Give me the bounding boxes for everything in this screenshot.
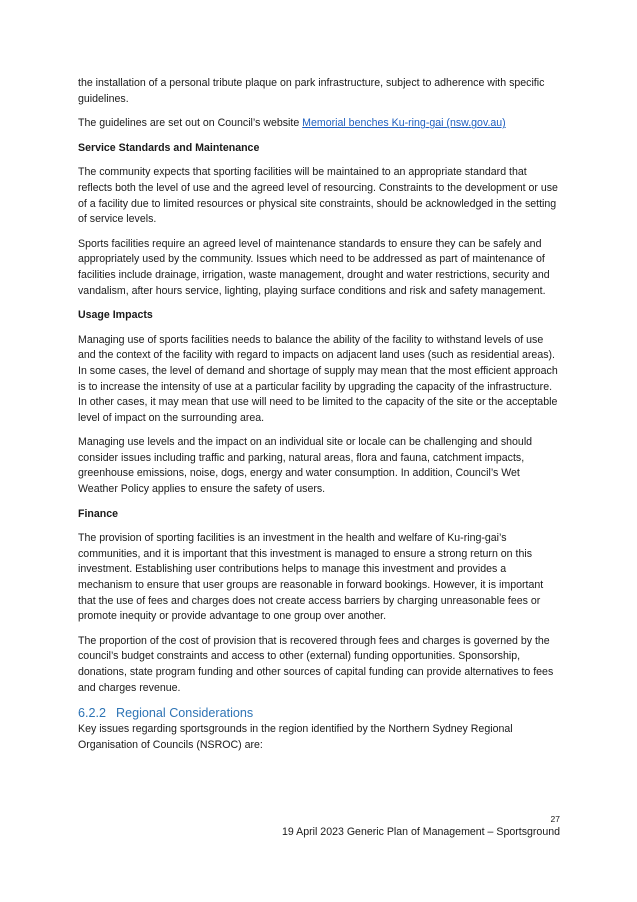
footer-text: 19 April 2023 Generic Plan of Management – Sportsground — [282, 826, 560, 838]
page-number-text: 27 — [550, 814, 560, 824]
usage-impacts-heading: Usage Impacts — [78, 309, 153, 322]
guidelines-paragraph — [78, 116, 560, 132]
finance-paragraph-1: The provision of sporting facilities is an investment in the health and welfare of Ku-ring-gai’s communities, and it is important that this investment is managed to ensure a strong return on this investment. Establishing user contributions helps to manage this investment and provides a mechanism to ensure that user groups are reasonable in forward bookings. However, it is important that the use of fees and charges does not create access barriers by charging unreasonable fees or promote inequity or provide advantage to one group over another. — [78, 532, 544, 623]
guidelines-text: The guidelines are set out on Council’s website — [78, 117, 303, 130]
usage-paragraph-2: Managing use levels and the impact on an individual site or locale can be challenging and should consider issues including traffic and parking, natural areas, flora and fauna, catchment impacts, greenhouse emissions, noise, dogs, energy and water consumption. In addition, Council’s Wet Weather Policy applies to ensure the safety of users. — [78, 436, 533, 496]
service-paragraph-2: Sports facilities require an agreed level of maintenance standards to ensure they can be safely and appropriately used by the community. Issues which need to be addressed as part of maintenance of facilities include drainage, irrigation, waste management, drought and water restrictions, security and vandalism, after hours service, lighting, playing surface conditions and risk and safety management. — [78, 237, 550, 297]
usage-paragraph-1: Managing use of sports facilities needs to balance the ability of the facility to withstand levels of use and the context of the facility with regard to impacts on adjacent land uses (such as residential areas). In some cases, the level of demand and shortage of supply may mean that the most efficient approach is to increase the intensity of use at a particular facility by upgrading the capacity of the infrastructure. In other cases, it may mean that use will need to be limited to the capacity of the site or the acceptable level of impact on the surrounding area. — [78, 333, 558, 424]
intro-paragraph: the installation of a personal tribute plaque on park infrastructure, subject to adherence with specific guidelines. — [78, 77, 545, 105]
memorial-benches-link[interactable]: Memorial benches Ku-ring-gai (nsw.gov.au) — [302, 117, 506, 130]
section-number: 6.2.2 — [78, 706, 107, 721]
regional-considerations-heading — [78, 705, 560, 721]
regional-paragraph: Key issues regarding sportsgrounds in the region identified by the Northern Sydney Regional Organisation of Councils (NSROC) are: — [78, 723, 513, 751]
finance-heading: Finance — [78, 507, 119, 520]
service-paragraph-1: The community expects that sporting facilities will be maintained to an appropriate standard that reflects both the level of use and the agreed level of resourcing. Constraints to the development or use of a facility due to limited resources or physical site constraints, should be acknowledged in the setting of service levels. — [78, 166, 558, 226]
document-body — [78, 76, 560, 762]
section-title: Regional Considerations — [116, 706, 254, 721]
service-standards-heading: Service Standards and Maintenance — [78, 141, 260, 154]
finance-paragraph-2: The proportion of the cost of provision that is recovered through fees and charges is governed by the council’s budget constraints and access to other (external) funding opportunities. Sponsorship, donations, state program funding and other sources of capital funding can provide alternatives to fees and charges revenue. — [78, 634, 554, 694]
